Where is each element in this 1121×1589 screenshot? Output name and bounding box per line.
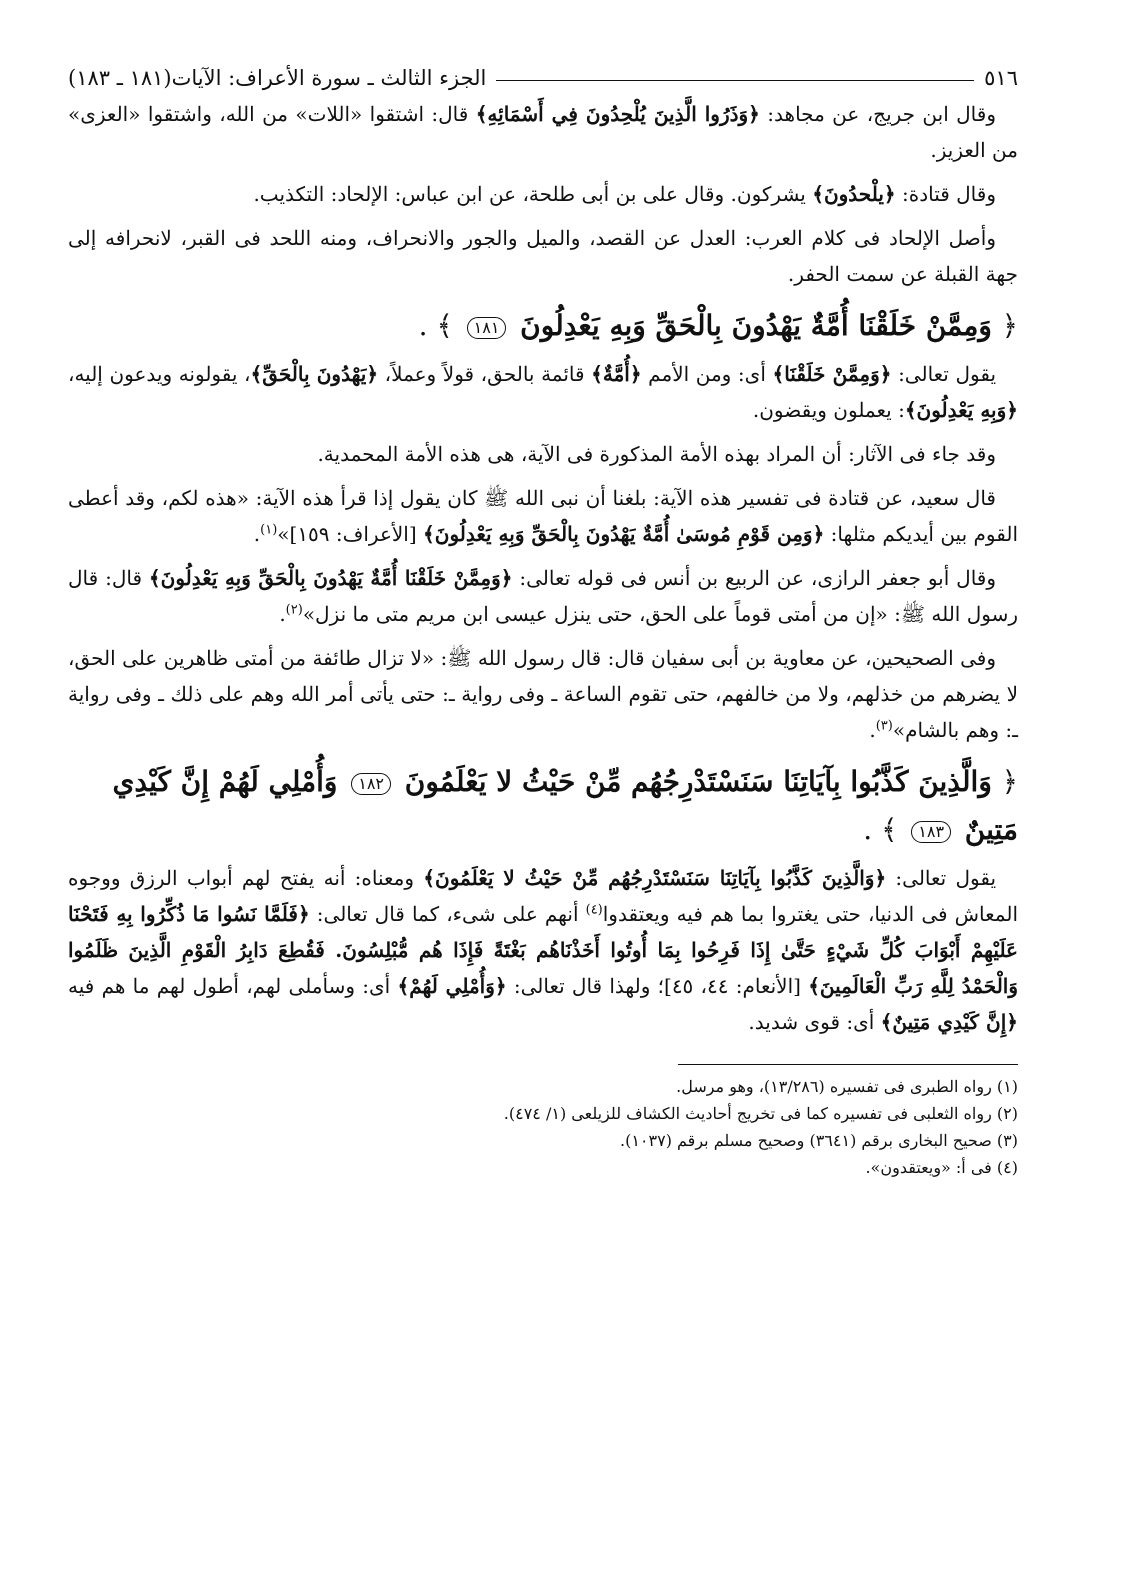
quran-quote: ﴿يلْحدُونَ﴾ [812, 182, 896, 206]
paragraph [68, 860, 1018, 1040]
footnote: (٣) صحيح البخارى برقم (٣٦٤١) وصحيح مسلم برقم (١٠٣٧). [620, 1131, 1018, 1150]
text-segment: وقال أبو جعفر الرازى، عن الربيع بن أنس فى قوله تعالى: [512, 566, 997, 590]
verse-number: ١٨٢ [351, 773, 391, 795]
paragraph [68, 96, 1018, 168]
quran-verse-181 [68, 302, 1018, 350]
text-segment: ومعناه: أنه يفتح لهم أبواب الرزق ووجوه المعاش فى الدنيا، حتى يغتروا بما هم فيه ويعتقدوا [68, 866, 1019, 926]
text-segment: وأصل الإلحاد فى كلام العرب: العدل عن القصد، والميل والجور والانحراف، ومنه اللحد فى القبر، لانحرافه إلى جهة القبلة عن سمت الحفر. [68, 226, 1018, 286]
text-segment: قال: قال رسول الله ﷺ: «إن من أمتى قوماً على الحق، حتى ينزل عيسى ابن مريم متى ما نزل» [68, 566, 1018, 626]
quran-quote: ﴿فَلَمَّا نَسُوا مَا ذُكِّرُوا بِهِ فَتَحْنَا عَلَيْهِمْ أَبْوَابَ كُلِّ شَيْءٍ حَتَّىٰ إِذَا فَرِحُوا بِمَا أُوتُوا أَخَذْنَاهُم بَغْتَةً فَإِذَا هُم مُّبْلِسُونَ. فَقُطِعَ دَابِرُ الْقَوْمِ الَّذِينَ ظَلَمُوا وَالْحَمْدُ لِلَّهِ رَبِّ الْعَالَمِينَ﴾ [68, 902, 1018, 998]
quran-quote: ﴿يَهْدُونَ بِالْحَقِّ﴾ [250, 362, 379, 386]
footnote-ref: (١) [260, 522, 278, 538]
verse-text: وَمِمَّنْ خَلَقْنَا أُمَّةٌ يَهْدُونَ بِالْحَقِّ وَبِهِ يَعْدِلُونَ [520, 309, 992, 342]
paragraph [68, 356, 1018, 428]
paragraph [68, 480, 1018, 552]
text-segment: وقد جاء فى الآثار: أن المراد بهذه الأمة المذكورة فى الآية، هى هذه الأمة المحمدية. [317, 442, 996, 466]
quran-quote: ﴿إِنَّ كَيْدِي مَتِينٌ﴾ [880, 1010, 1018, 1034]
verse-number: ١٨٣ [911, 821, 951, 843]
paragraph [68, 560, 1018, 632]
footnote-rule [678, 1064, 1018, 1065]
paragraph [68, 436, 1018, 472]
text-segment: أى: قوى شديد. [748, 1010, 881, 1034]
text-segment: [الأنعام: ٤٤، ٤٥]؛ ولهذا قال تعالى: [506, 974, 809, 998]
quran-quote: ﴿وَمِمَّنْ خَلَقْنَا أُمَّةٌ يَهْدُونَ بِالْحَقِّ وَبِهِ يَعْدِلُونَ﴾ [148, 566, 513, 590]
footnote-ref: (٤) [585, 902, 603, 918]
text-segment: : يعملون ويقضون. [752, 398, 905, 422]
verse-close-bracket: ﴾ . [863, 813, 898, 846]
text-segment: يقول تعالى: [891, 362, 997, 386]
page-header [68, 60, 1018, 96]
footnote: (١) رواه الطبرى فى تفسيره (١٣/٢٨٦)، وهو مرسل. [676, 1077, 1018, 1096]
quran-quote: ﴿وَالَّذِينَ كَذَّبُوا بِآيَاتِنَا سَنَسْتَدْرِجُهُم مِّنْ حَيْثُ لا يَعْلَمُونَ﴾ [423, 866, 887, 890]
footnote-ref: (٣) [875, 718, 893, 734]
quran-quote: ﴿وَبِهِ يَعْدِلُونَ﴾ [904, 398, 1018, 422]
text-segment: ، يقولونه ويدعون إليه، [68, 362, 251, 386]
text-segment: يقول تعالى: [886, 866, 997, 890]
footnote: (٢) رواه الثعلبى فى تفسيره كما فى تخريج أحاديث الكشاف للزيلعى (١/ ٤٧٤). [503, 1104, 1018, 1123]
quran-quote: ﴿وَأُمْلِي لَهُمْ﴾ [397, 974, 507, 998]
header-title: الجزء الثالث ـ سورة الأعراف: الآيات(١٨١ ـ ١٨٣) [68, 66, 487, 90]
quran-quote: ﴿أُمَّةٌ﴾ [591, 362, 642, 386]
text-segment: . [253, 522, 261, 546]
verse-close-bracket: ﴾ . [418, 309, 453, 342]
verse-open-bracket: ﴿ [1001, 765, 1018, 798]
text-segment: وفى الصحيحين، عن معاوية بن أبى سفيان قال: قال رسول الله ﷺ: «لا تزال طائفة من أمتى ظاهرين على الحق، لا يضرهم من خذلهم، ولا من خالفهم، حتى تقوم الساعة ـ وفى رواية ـ: حتى يأتى أمر الله وهم على ذلك ـ وفى رواية ـ: وهم بالشام» [68, 646, 1018, 742]
text-segment: . [869, 718, 876, 742]
verse-number: ١٨١ [467, 317, 507, 339]
text-segment: قال: اشتقوا «اللات» من الله، واشتقوا «العزى» من العزيز. [68, 102, 1018, 162]
quran-quote: ﴿وَمِمَّنْ خَلَقْنَا﴾ [772, 362, 892, 386]
text-segment: وقال قتادة: [895, 182, 996, 206]
quran-quote: ﴿وَمِن قَوْمِ مُوسَىٰ أُمَّةٌ يَهْدُونَ بِالْحَقِّ وَبِهِ يَعْدِلُونَ﴾ [423, 522, 825, 546]
text-segment: [الأعراف: ١٥٩]» [277, 522, 424, 546]
quran-quote: ﴿وَذَرُوا الَّذِينَ يُلْحِدُونَ فِي أَسْمَائِهِ﴾ [475, 102, 760, 126]
text-segment: يشركون. وقال على بن أبى طلحة، عن ابن عباس: الإلحاد: التكذيب. [253, 182, 813, 206]
verse-open-bracket: ﴿ [1001, 309, 1018, 342]
footnote: (٤) فى أ: «ويعتقدون». [865, 1158, 1018, 1177]
book-page [68, 60, 1018, 1181]
text-segment: وقال ابن جريج، عن مجاهد: [759, 102, 996, 126]
footnotes [68, 1073, 1018, 1181]
verse-text: وَأُمْلِي لَهُمْ إِنَّ كَيْدِي مَتِينٌ [112, 765, 1018, 846]
header-rule [496, 80, 974, 81]
text-segment: أى: وسأملى لهم، أطول لهم ما هم فيه [68, 974, 398, 998]
paragraph [68, 640, 1018, 748]
text-segment: قال سعيد، عن قتادة فى تفسير هذه الآية: بلغنا أن نبى الله ﷺ كان يقول إذا قرأ هذه الآية: «هذه لكم، وقد أعطى القوم بين أيديكم مثلها: [68, 486, 1018, 546]
footnote-ref: (٢) [285, 602, 303, 618]
paragraph [68, 176, 1018, 212]
text-segment: قائمة بالحق، قولاً وعملاً، [378, 362, 592, 386]
verse-text: وَالَّذِينَ كَذَّبُوا بِآيَاتِنَا سَنَسْتَدْرِجُهُم مِّنْ حَيْثُ لا يَعْلَمُونَ [404, 765, 992, 798]
text-segment: . [279, 602, 286, 626]
text-segment: أى: ومن الأمم [641, 362, 773, 386]
text-segment: أنهم على شىء، كما قال تعالى: [309, 902, 586, 926]
paragraph [68, 220, 1018, 292]
page-number: ٥١٦ [984, 66, 1018, 90]
quran-verse-182-183 [68, 758, 1018, 854]
